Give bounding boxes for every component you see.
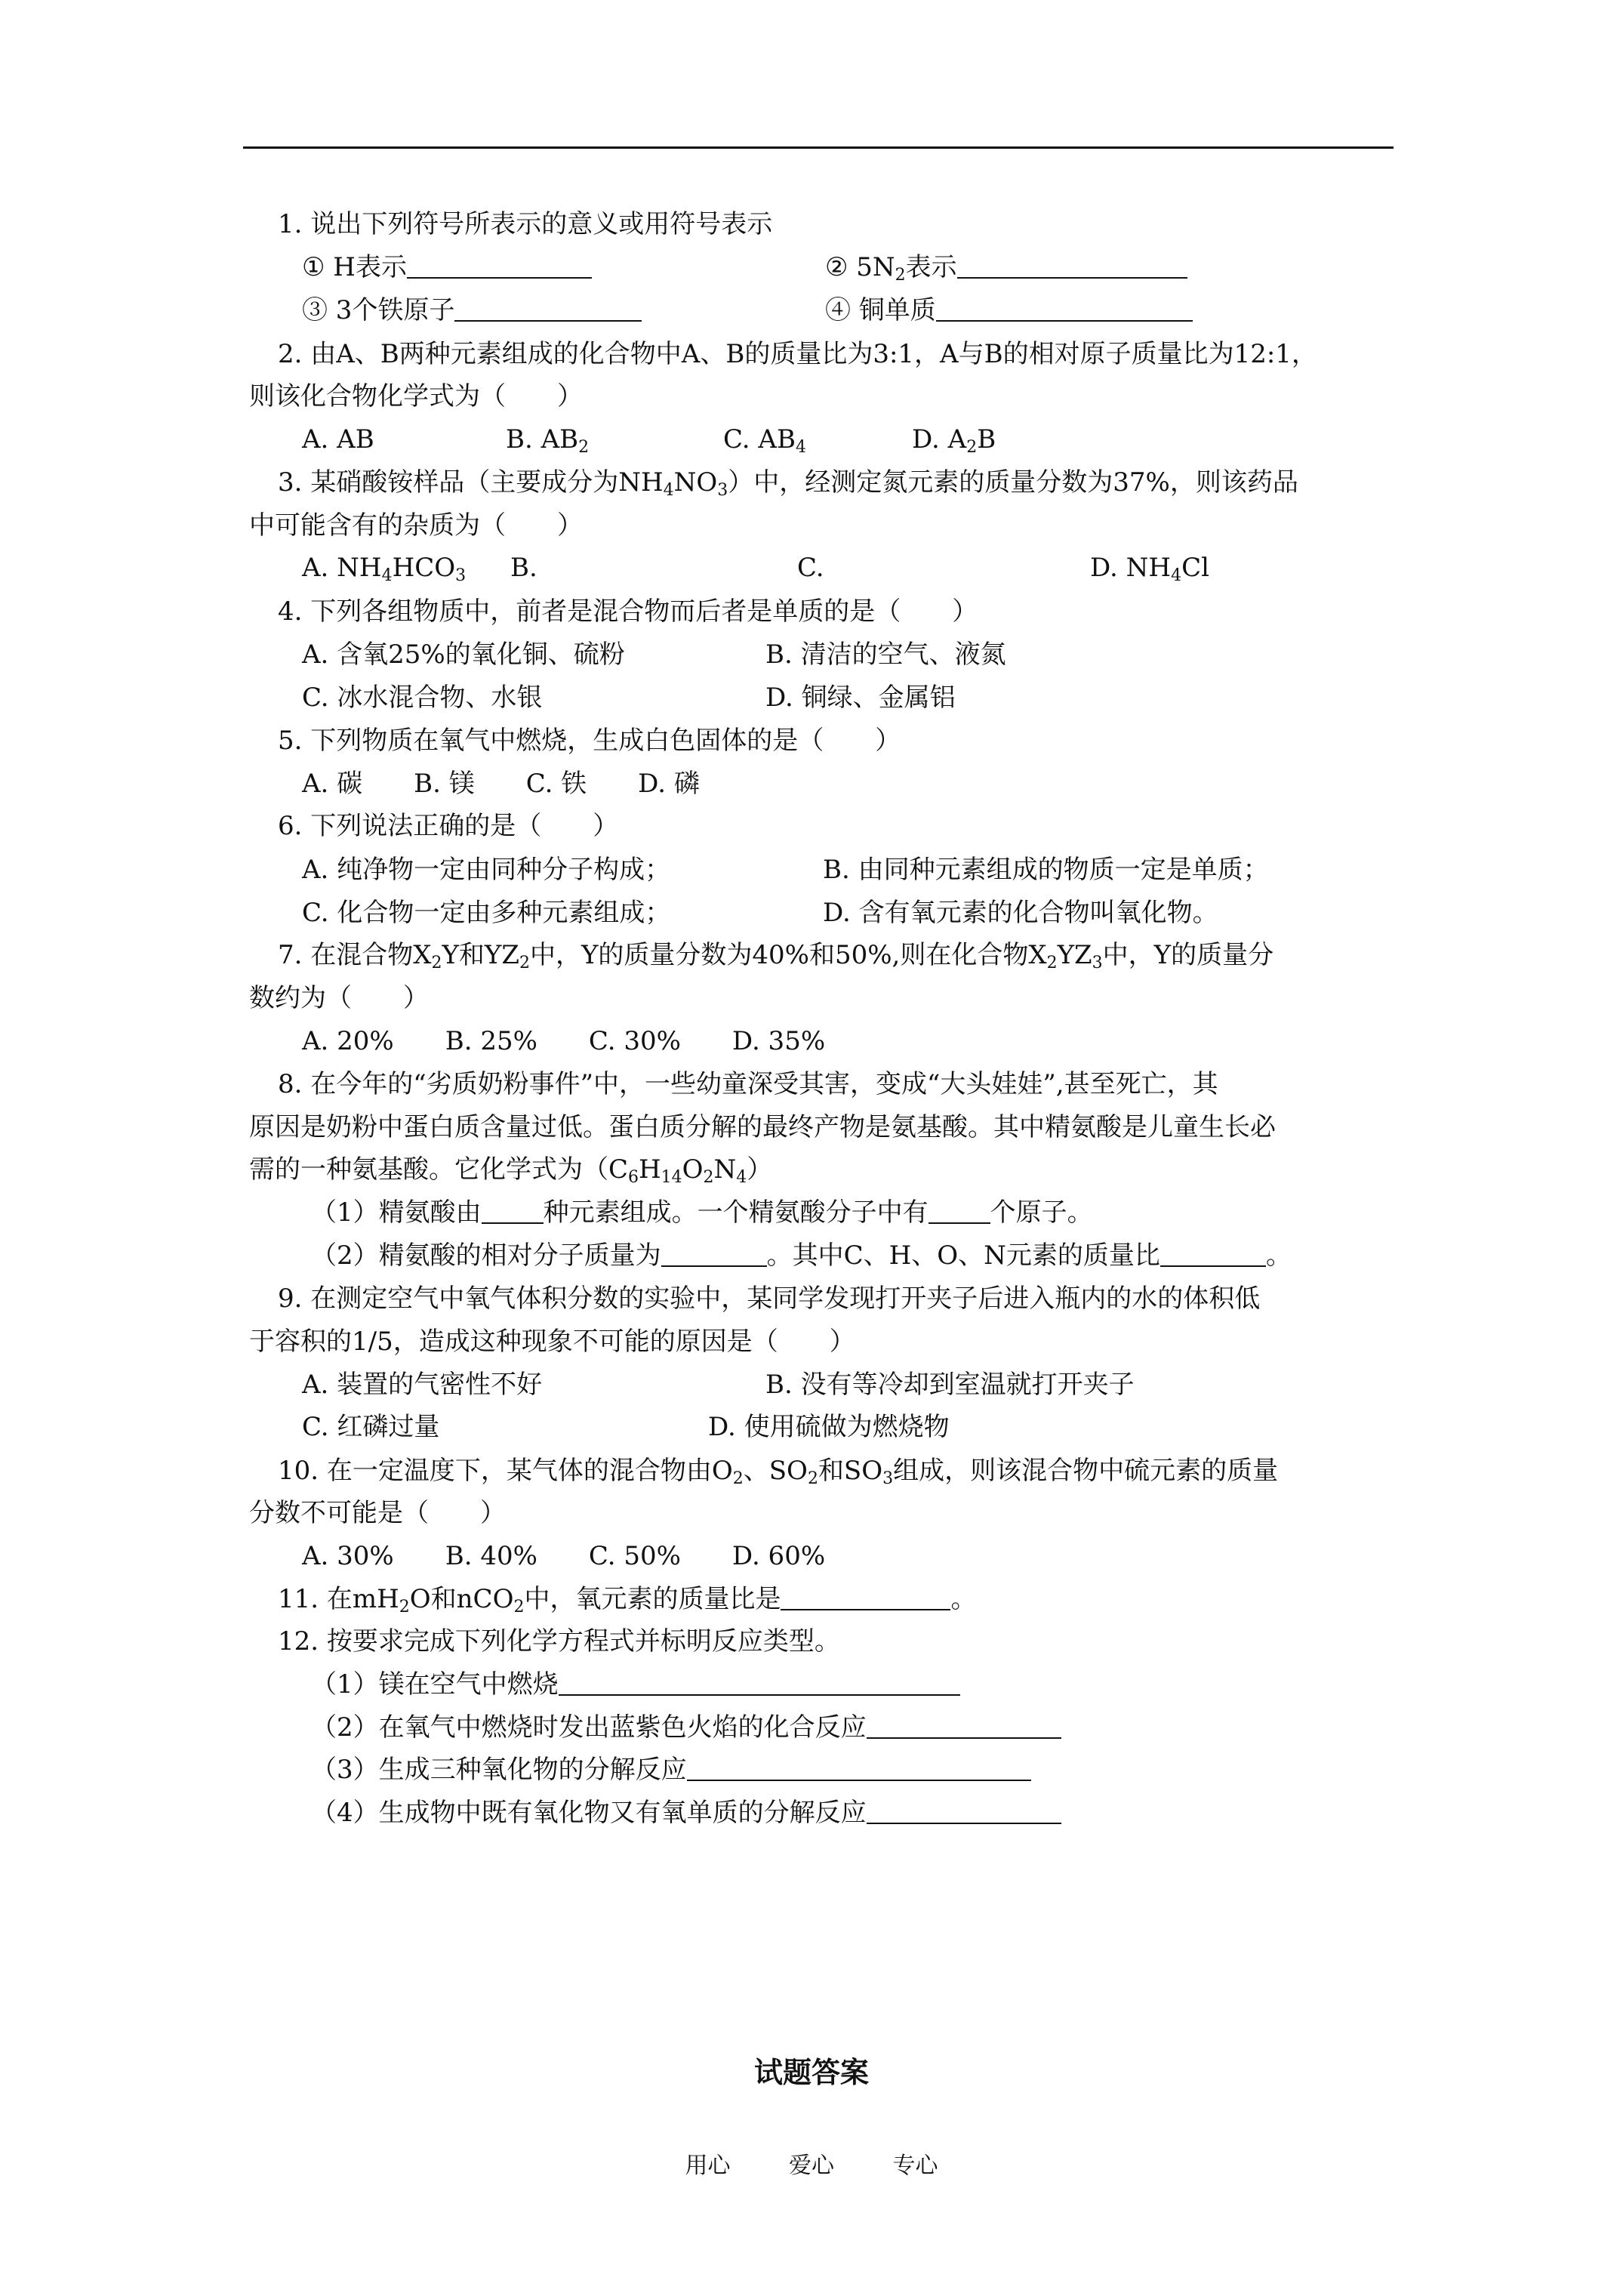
answer-blank[interactable] (454, 296, 642, 322)
answer-blank[interactable] (957, 253, 1187, 279)
q2-option-a: A. AB (302, 424, 374, 455)
question-7-line-2: 数约为（ ） (249, 983, 429, 1013)
question-10-line-1: 10. 在一定温度下，某气体的混合物由$O_2$、$SO_2$和$SO_3$组成，则该混合物中硫元素的质量 (278, 1456, 1279, 1488)
q3-option-d: D. $NH_4Cl$ (1090, 553, 1209, 585)
q6-option-c: C. 化合物一定由多种元素组成； (302, 898, 671, 928)
footer-word-1: 用心 (685, 2153, 731, 2179)
answer-blank[interactable] (687, 1755, 1031, 1781)
question-11: 11. 在$mH_2O$和nCO$_2$中，氧元素的质量比是 。 (278, 1584, 977, 1616)
q12-part-3: （3）生成三种氧化物的分解反应 (311, 1753, 1031, 1786)
q7-options: A. 20% B. 25% C. 30% D. 35% (302, 1026, 826, 1056)
question-6: 6. 下列说法正确的是（ ） (278, 811, 619, 841)
q3-option-c: C. (797, 553, 824, 583)
question-12: 12. 按要求完成下列化学方程式并标明反应类型。 (278, 1626, 840, 1657)
answer-blank[interactable] (559, 1670, 960, 1696)
answer-blank[interactable] (1160, 1241, 1266, 1267)
footer-word-2: 爱心 (789, 2153, 834, 2179)
q12-part-1: （1）镁在空气中燃烧 (311, 1668, 960, 1701)
q1-part-d: ④ 铜单质 (825, 294, 1193, 327)
q1-part-c: ③ 3个铁原子 (302, 294, 642, 327)
answer-blank[interactable] (867, 1713, 1061, 1739)
question-5: 5. 下列物质在氧气中燃烧，生成白色固体的是（ ） (278, 726, 901, 756)
q4-option-b: B. 清洁的空气、液氮 (765, 639, 1006, 670)
q3-option-b: B. (510, 553, 537, 583)
q9-option-b: B. 没有等冷却到室温就打开夹子 (765, 1370, 1135, 1400)
q4-option-a: A. 含氧25%的氧化铜、硫粉 (302, 639, 625, 670)
q4-option-d: D. 铜绿、金属铝 (765, 683, 956, 713)
question-2-line-2: 则该化合物化学式为（ ） (249, 381, 583, 411)
q4-option-c: C. 冰水混合物、水银 (302, 683, 543, 713)
question-9-line-1: 9. 在测定空气中氧气体积分数的实验中，某同学发现打开夹子后进入瓶内的水的体积低 (278, 1284, 1261, 1314)
question-10-line-2: 分数不可能是（ ） (249, 1498, 506, 1528)
q1-part-b: ② $5N_2$表示 (825, 251, 1187, 284)
page-footer (0, 2147, 1623, 2180)
header-rule (243, 146, 1394, 149)
question-3-line-2: 中可能含有的杂质为（ ） (249, 510, 583, 541)
footer-word-3: 专心 (892, 2153, 938, 2179)
question-4: 4. 下列各组物质中，前者是混合物而后者是单质的是（ ） (278, 596, 978, 627)
question-8-line-3: 需的一种氨基酸。它化学式为$(C_6H_{14}O_2N_4)$ (249, 1154, 773, 1187)
answer-section-title: 试题答案 (753, 2055, 869, 2089)
q8-part-1: （1）精氨酸由 种元素组成。一个精氨酸分子中有 个原子。 (311, 1197, 1093, 1228)
question-3-line-1: 3. 某硝酸铵样品（主要成分为$NH_4NO_3$）中，经测定氮元素的质量分数为37%，则该药品 (278, 467, 1298, 500)
q2-option-b: B. $AB_2$ (506, 424, 590, 457)
q12-part-2: （2）在氧气中燃烧时发出蓝紫色火焰的化合反应 (311, 1711, 1061, 1744)
q10-options: A. 30% B. 40% C. 50% D. 60% (302, 1541, 826, 1571)
q2-option-d: D. $A_2B$ (912, 424, 996, 457)
q5-options: A. 碳 B. 镁 C. 铁 D. 磷 (302, 769, 700, 799)
answer-blank[interactable] (929, 1198, 990, 1224)
q9-option-c: C. 红磷过量 (302, 1412, 440, 1442)
question-8-line-1: 8. 在今年的“劣质奶粉事件”中，一些幼童深受其害，变成“大头娃娃”,甚至死亡，其 (278, 1069, 1218, 1099)
q1-part-a: ① H表示 (302, 251, 592, 284)
answer-blank[interactable] (867, 1798, 1061, 1824)
question-8-line-2: 原因是奶粉中蛋白质含量过低。蛋白质分解的最终产物是氨基酸。其中精氨酸是儿童生长必 (249, 1112, 1276, 1142)
q6-option-a: A. 纯净物一定由同种分子构成； (302, 855, 671, 885)
question-1: 1. 说出下列符号所表示的意义或用符号表示 (278, 209, 773, 239)
answer-blank[interactable] (407, 253, 592, 279)
q8-part-2: （2）精氨酸的相对分子质量为 。其中C、H、O、N元素的质量比 。 (311, 1240, 1292, 1271)
q6-option-b: B. 由同种元素组成的物质一定是单质； (823, 855, 1269, 885)
question-2-line-1: 2. 由A、B两种元素组成的化合物中A、B的质量比为3:1，A与B的相对原子质量比为12:1， (278, 339, 1317, 369)
answer-blank[interactable] (661, 1241, 767, 1267)
q2-option-c: C. $AB_4$ (723, 424, 806, 457)
q9-option-d: D. 使用硫做为燃烧物 (708, 1412, 950, 1442)
answer-blank[interactable] (781, 1585, 950, 1610)
q9-option-a: A. 装置的气密性不好 (302, 1370, 543, 1400)
q12-part-4: （4）生成物中既有氧化物又有氧单质的分解反应 (311, 1796, 1061, 1829)
question-9-line-2: 于容积的1/5，造成这种现象不可能的原因是（ ） (249, 1327, 855, 1357)
answer-blank[interactable] (482, 1198, 544, 1224)
question-7-line-1: 7. 在混合物$X_2Y$和$YZ_2$中，Y的质量分数为40%和50%,则在化合物$X_2YZ_3$中，Y的质量分 (278, 940, 1274, 972)
q6-option-d: D. 含有氧元素的化合物叫氧化物。 (823, 898, 1218, 928)
q3-option-a: A. $NH_4HCO_3$ (302, 553, 467, 585)
answer-blank[interactable] (936, 296, 1193, 322)
